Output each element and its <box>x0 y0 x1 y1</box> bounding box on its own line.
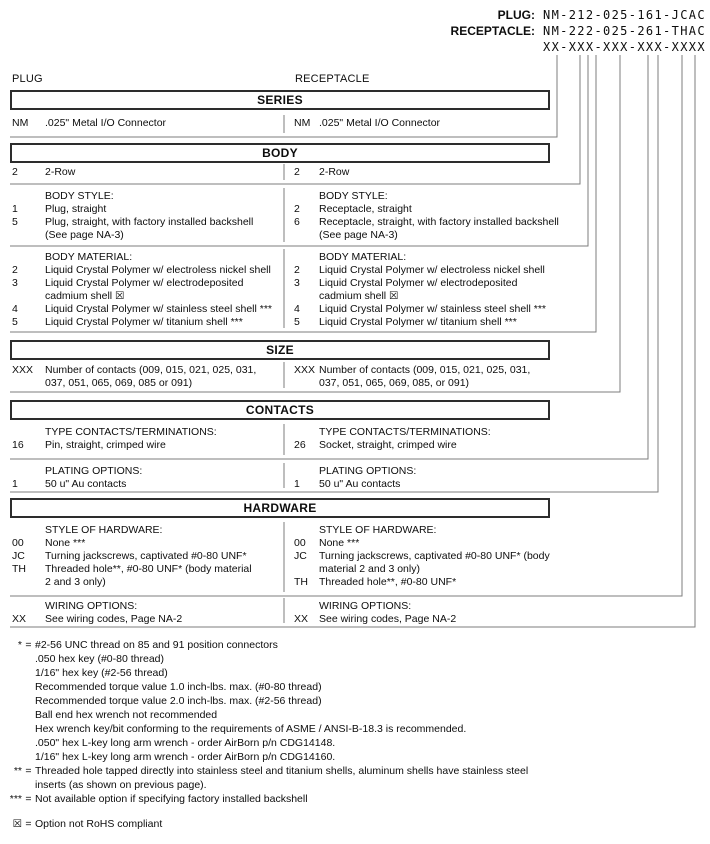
body-material-right-column <box>294 251 584 329</box>
rohs-equals: = <box>25 818 32 830</box>
option-row <box>12 303 286 316</box>
option-text: Liquid Crystal Polymer w/ electroless nickel shell <box>45 264 271 276</box>
option-code: XXX <box>12 364 34 376</box>
footnote-marker <box>0 680 22 694</box>
option-row <box>294 478 584 491</box>
option-text: Receptacle, straight <box>319 203 412 215</box>
option-row <box>12 426 286 439</box>
option-code <box>294 600 319 613</box>
option-text: 50 u" Au contacts <box>45 478 127 490</box>
option-code: 1 <box>294 478 300 490</box>
option-row <box>12 613 286 626</box>
plug-part-number-value: NM-212-025-161-JCAC <box>543 8 706 22</box>
hardware-style-left-column <box>12 524 286 589</box>
footnote-marker <box>0 736 22 750</box>
option-code: 2 <box>294 203 300 215</box>
option-row <box>12 216 286 229</box>
receptacle-part-number-value: NM-222-025-261-THAC <box>543 24 706 38</box>
section-box-contacts <box>10 400 550 420</box>
option-code <box>12 190 45 203</box>
footnote-equals <box>22 680 35 694</box>
option-text: Turning jackscrews, captivated #0-80 UNF* <box>45 550 247 562</box>
option-text: BODY STYLE: <box>319 190 388 202</box>
footnote-equals <box>22 722 35 736</box>
option-row <box>12 439 286 452</box>
footnote-row <box>0 694 700 708</box>
option-row <box>12 203 286 216</box>
option-row <box>12 117 286 130</box>
option-row <box>294 117 584 130</box>
option-text: Threaded hole**, #0-80 UNF* <box>319 576 457 588</box>
option-code <box>294 251 319 264</box>
option-code: 2 <box>12 166 18 178</box>
footnote-row <box>0 708 700 722</box>
option-code <box>12 290 45 303</box>
option-row <box>294 550 584 563</box>
option-code <box>294 426 319 439</box>
option-row <box>294 229 584 242</box>
option-text: PLATING OPTIONS: <box>45 465 143 477</box>
option-code: 26 <box>294 439 306 451</box>
footnote-text: Recommended torque value 2.0 inch-lbs. max. (#2-56 thread) <box>35 695 322 707</box>
footnote-row <box>0 638 700 652</box>
option-code: 5 <box>12 316 18 328</box>
option-row <box>294 303 584 316</box>
option-code: 4 <box>12 303 18 315</box>
contacts-plating-right-column <box>294 465 584 491</box>
option-text: Socket, straight, crimped wire <box>319 439 457 451</box>
contacts-type-right-column <box>294 426 584 452</box>
option-row <box>294 264 584 277</box>
footnote-marker <box>0 708 22 722</box>
option-text: Liquid Crystal Polymer w/ stainless steel shell *** <box>45 303 273 315</box>
option-code: XXX <box>294 364 316 376</box>
section-title: SIZE <box>266 343 294 357</box>
option-row <box>12 251 286 264</box>
footnote-row <box>0 680 700 694</box>
body-material-left-column <box>12 251 286 329</box>
footnote-equals: = <box>25 639 32 651</box>
option-text: 50 u" Au contacts <box>319 478 401 490</box>
footnote-text: Not available option if specifying factory installed backshell <box>35 793 308 805</box>
option-code <box>294 290 319 303</box>
footnote-equals <box>22 652 35 666</box>
option-code <box>12 426 45 439</box>
plug-column-label: PLUG <box>12 73 43 85</box>
footnote-equals <box>22 778 35 792</box>
footnote-text: .050" hex L-key long arm wrench - order AirBorn p/n CDG14148. <box>35 737 336 749</box>
section-box-series <box>10 90 550 110</box>
option-code <box>294 377 319 390</box>
option-row <box>12 364 286 377</box>
section-box-hardware <box>10 498 550 518</box>
option-row <box>294 166 584 179</box>
footnote-row <box>0 722 700 736</box>
option-code: 1 <box>12 203 18 215</box>
option-row <box>294 426 584 439</box>
option-row <box>12 316 286 329</box>
option-code: XX <box>294 613 309 625</box>
option-text: Liquid Crystal Polymer w/ electrodeposited <box>319 277 518 289</box>
option-code: XX <box>12 613 27 625</box>
option-row <box>12 600 286 613</box>
footnote-text: 1/16" hex L-key long arm wrench - order AirBorn p/n CDG14160. <box>35 751 336 763</box>
option-code: 00 <box>294 537 306 549</box>
hardware-style-right-column <box>294 524 584 589</box>
footnote-row <box>0 666 700 680</box>
option-code: NM <box>294 117 311 129</box>
footnote-marker <box>0 778 22 792</box>
option-row <box>12 563 286 576</box>
footnote-text: Hex wrench key/bit conforming to the requirements of ASME / ANSI-B-18.3 is recommended. <box>35 723 467 735</box>
option-row <box>294 465 584 478</box>
option-row <box>12 166 286 179</box>
footnote-marker <box>0 666 22 680</box>
footnote-text: inserts (as shown on previous page). <box>35 779 207 791</box>
option-text: PLATING OPTIONS: <box>319 465 417 477</box>
footnote-marker: * <box>17 639 22 651</box>
option-text: Plug, straight <box>45 203 107 215</box>
option-row <box>12 264 286 277</box>
footnote-marker <box>0 722 22 736</box>
option-text: .025" Metal I/O Connector <box>319 117 441 129</box>
option-code <box>12 600 45 613</box>
footnote-marker <box>0 750 22 764</box>
option-row <box>12 537 286 550</box>
option-row <box>294 203 584 216</box>
option-row <box>294 576 584 589</box>
option-text: .025" Metal I/O Connector <box>45 117 167 129</box>
option-text: 2-Row <box>45 166 76 178</box>
footnote-text: Threaded hole tapped directly into stainless steel and titanium shells, aluminum shells have stainless steel <box>35 765 529 777</box>
option-text: Pin, straight, crimped wire <box>45 439 166 451</box>
option-code: 4 <box>294 303 300 315</box>
option-code: 16 <box>12 439 24 451</box>
option-text: See wiring codes, Page NA-2 <box>45 613 183 625</box>
series-row-left-column <box>12 117 286 130</box>
footnote-equals <box>22 666 35 680</box>
receptacle-column-label: RECEPTACLE <box>295 73 370 85</box>
option-code <box>294 563 319 576</box>
option-text: Liquid Crystal Polymer w/ stainless steel shell *** <box>319 303 547 315</box>
footnote-row <box>0 652 700 666</box>
footnote-row <box>0 736 700 750</box>
hardware-wiring-right-column <box>294 600 584 626</box>
section-title: CONTACTS <box>245 403 315 417</box>
option-code: 5 <box>12 216 18 228</box>
rohs-note-text: Option not RoHS compliant <box>35 818 163 830</box>
option-text: Turning jackscrews, captivated #0-80 UNF* (body <box>319 550 550 562</box>
rohs-icon: ☒ <box>12 818 22 830</box>
option-row <box>12 524 286 537</box>
option-row <box>12 277 286 290</box>
part-number-mask: XX-XXX-XXX-XXX-XXXX <box>543 40 706 54</box>
option-code: 2 <box>294 166 300 178</box>
option-row <box>294 563 584 576</box>
option-code: 2 <box>294 264 300 276</box>
option-code <box>294 465 319 478</box>
option-code: JC <box>294 550 307 562</box>
option-text: WIRING OPTIONS: <box>319 600 412 612</box>
footnote-row <box>0 778 700 792</box>
option-text: BODY MATERIAL: <box>319 251 407 263</box>
option-code: 5 <box>294 316 300 328</box>
footnote-equals: = <box>25 793 32 805</box>
option-code: TH <box>294 576 308 588</box>
footnote-text: 1/16" hex key (#2-56 thread) <box>35 667 168 679</box>
option-row <box>294 316 584 329</box>
section-title: SERIES <box>257 93 303 107</box>
option-text: Plug, straight, with factory installed backshell <box>45 216 254 228</box>
body-row-count-left-column <box>12 166 286 179</box>
contacts-type-left-column <box>12 426 286 452</box>
size-row-right-column <box>294 364 584 390</box>
footnote-marker <box>0 694 22 708</box>
option-text: None *** <box>319 537 360 549</box>
option-row <box>294 290 584 303</box>
body-row-count-right-column <box>294 166 584 179</box>
footnote-marker <box>0 652 22 666</box>
option-text: 2-Row <box>319 166 350 178</box>
option-code: 2 <box>12 264 18 276</box>
option-row <box>294 524 584 537</box>
option-code <box>294 524 319 537</box>
option-text: TYPE CONTACTS/TERMINATIONS: <box>319 426 491 438</box>
option-row <box>294 600 584 613</box>
option-text: 2 and 3 only) <box>45 576 106 588</box>
plug-part-number-label: PLUG: <box>497 8 535 22</box>
option-code <box>12 377 45 390</box>
footnote-row <box>0 764 700 778</box>
option-code: 1 <box>12 478 18 490</box>
footnote-equals <box>22 694 35 708</box>
option-row <box>294 613 584 626</box>
footnote-text: .050 hex key (#0-80 thread) <box>35 653 164 665</box>
option-code: TH <box>12 563 26 575</box>
option-text: BODY MATERIAL: <box>45 251 133 263</box>
option-text: (See page NA-3) <box>45 229 124 241</box>
section-box-size <box>10 340 550 360</box>
footnote-row <box>0 750 700 764</box>
option-text: See wiring codes, Page NA-2 <box>319 613 457 625</box>
body-style-right-column <box>294 190 584 242</box>
option-row <box>294 377 584 390</box>
receptacle-part-number-label: RECEPTACLE: <box>450 24 535 38</box>
option-text: cadmium shell ☒ <box>319 290 399 302</box>
footnote-text: #2-56 UNC thread on 85 and 91 position connectors <box>35 639 278 651</box>
hardware-wiring-left-column <box>12 600 286 626</box>
option-text: Number of contacts (009, 015, 021, 025, 031, <box>319 364 531 376</box>
size-row-left-column <box>12 364 286 390</box>
option-code: 3 <box>294 277 300 289</box>
option-code: 00 <box>12 537 24 549</box>
option-row <box>294 364 584 377</box>
option-code: 3 <box>12 277 18 289</box>
option-text: 037, 051, 065, 069, 085 or 091) <box>45 377 193 389</box>
option-text: WIRING OPTIONS: <box>45 600 138 612</box>
body-style-left-column <box>12 190 286 242</box>
option-row <box>294 537 584 550</box>
option-text: None *** <box>45 537 86 549</box>
option-text: Liquid Crystal Polymer w/ titanium shell *** <box>319 316 517 328</box>
option-row <box>12 229 286 242</box>
option-code <box>12 524 45 537</box>
option-row <box>294 277 584 290</box>
option-text: Liquid Crystal Polymer w/ electrodeposited <box>45 277 244 289</box>
option-text: Threaded hole**, #0-80 UNF* (body material <box>45 563 252 575</box>
option-row <box>12 550 286 563</box>
option-row <box>294 216 584 229</box>
option-code: NM <box>12 117 29 129</box>
option-code <box>12 465 45 478</box>
option-text: material 2 and 3 only) <box>319 563 420 575</box>
option-text: STYLE OF HARDWARE: <box>45 524 163 536</box>
option-code: 6 <box>294 216 300 228</box>
footnote-equals <box>22 750 35 764</box>
option-text: cadmium shell ☒ <box>45 290 125 302</box>
section-title: BODY <box>262 146 298 160</box>
footnote-text: Ball end hex wrench not recommended <box>35 709 218 721</box>
option-text: Receptacle, straight, with factory installed backshell <box>319 216 559 228</box>
option-code <box>294 229 319 242</box>
option-text: Liquid Crystal Polymer w/ electroless nickel shell <box>319 264 545 276</box>
option-text: (See page NA-3) <box>319 229 398 241</box>
option-row <box>294 190 584 203</box>
rohs-note <box>0 817 700 831</box>
footnote-row <box>0 792 700 806</box>
option-row <box>294 251 584 264</box>
footnote-marker: ** <box>13 765 22 777</box>
option-code <box>12 251 45 264</box>
option-row <box>12 478 286 491</box>
series-row-right-column <box>294 117 584 130</box>
option-row <box>12 465 286 478</box>
option-code <box>12 229 45 242</box>
option-row <box>12 290 286 303</box>
option-row <box>12 190 286 203</box>
option-text: STYLE OF HARDWARE: <box>319 524 437 536</box>
section-title: HARDWARE <box>243 501 317 515</box>
option-text: BODY STYLE: <box>45 190 114 202</box>
option-code <box>12 576 45 589</box>
footnote-equals: = <box>25 765 32 777</box>
option-text: 037, 051, 065, 069, 085, or 091) <box>319 377 470 389</box>
option-code: JC <box>12 550 25 562</box>
option-row <box>12 576 286 589</box>
option-code <box>294 190 319 203</box>
footnote-text: Recommended torque value 1.0 inch-lbs. max. (#0-80 thread) <box>35 681 322 693</box>
option-row <box>294 439 584 452</box>
option-text: Liquid Crystal Polymer w/ titanium shell *** <box>45 316 243 328</box>
footnote-marker: *** <box>9 793 22 805</box>
option-row <box>12 377 286 390</box>
option-text: Number of contacts (009, 015, 021, 025, 031, <box>45 364 257 376</box>
contacts-plating-left-column <box>12 465 286 491</box>
footnote-equals <box>22 708 35 722</box>
section-box-body <box>10 143 550 163</box>
footnotes <box>0 638 700 831</box>
footnote-equals <box>22 736 35 750</box>
option-text: TYPE CONTACTS/TERMINATIONS: <box>45 426 217 438</box>
